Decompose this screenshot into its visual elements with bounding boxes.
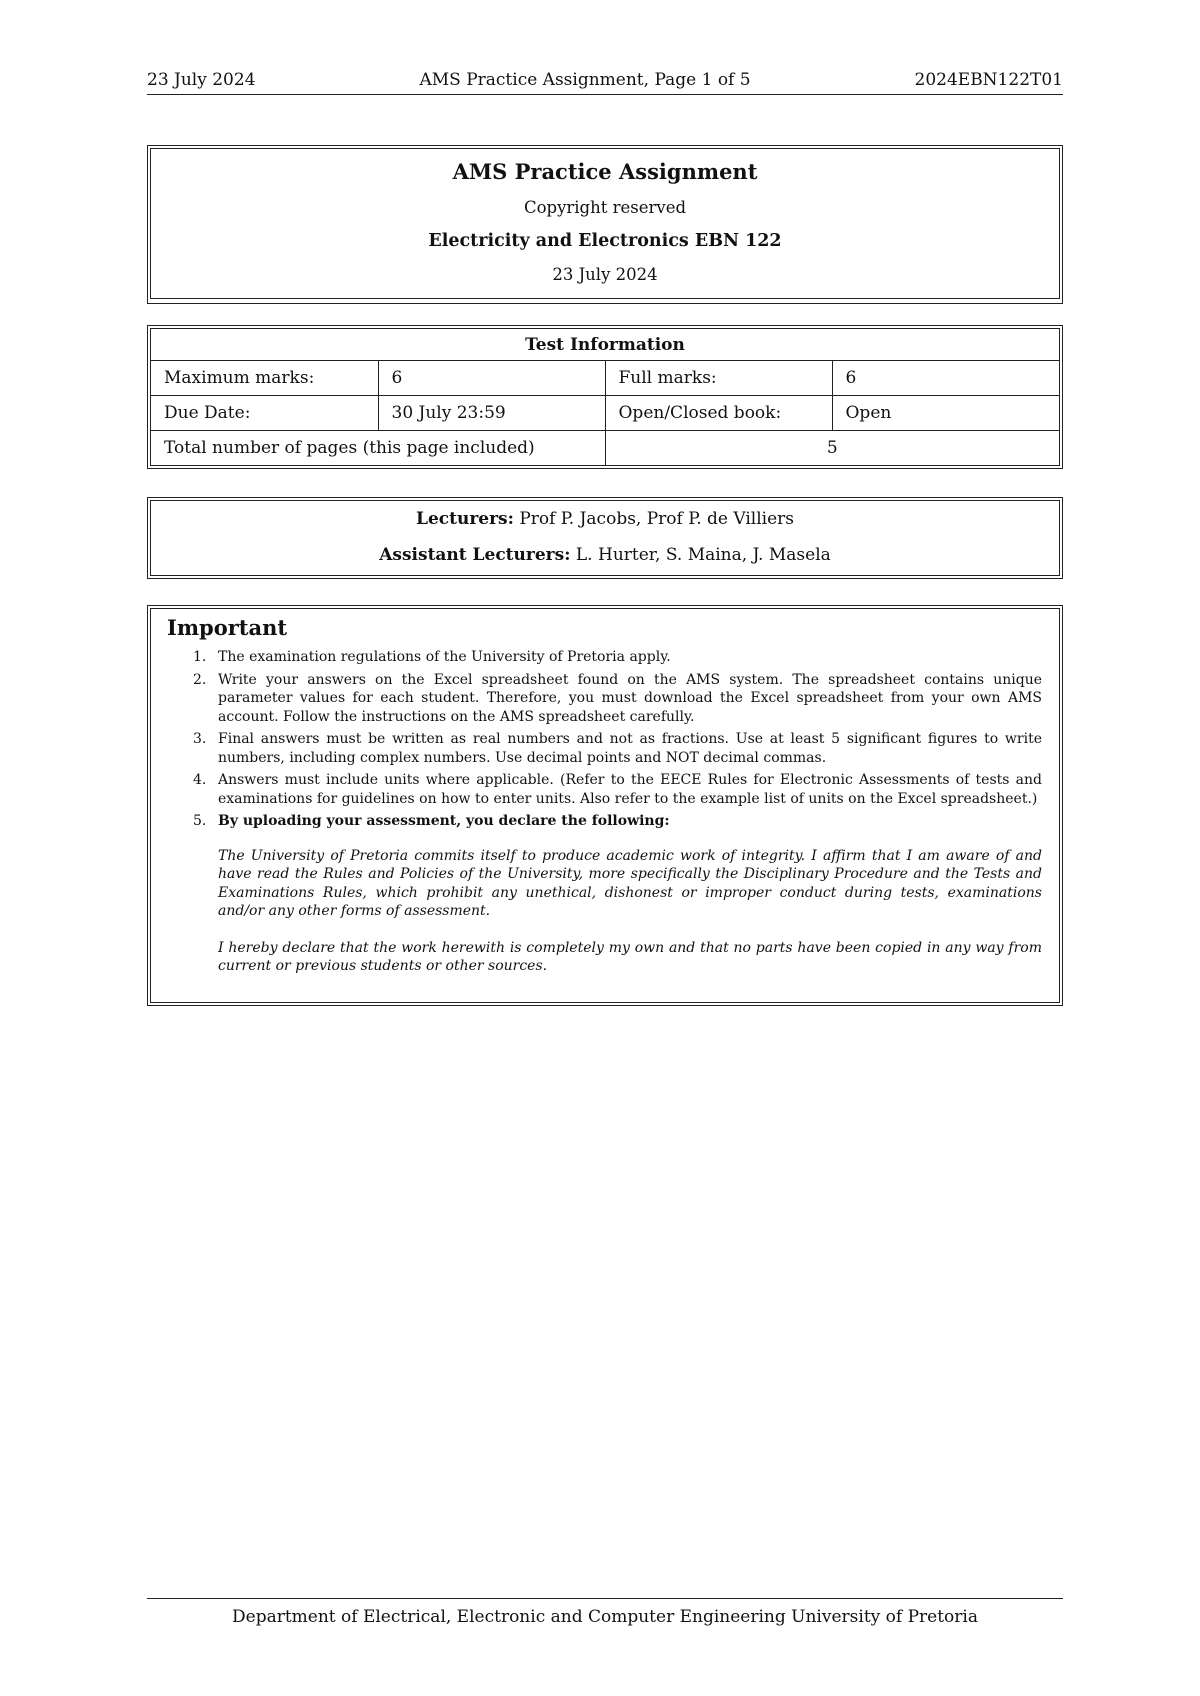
header-date: 23 July 2024: [147, 70, 256, 90]
total-pages-label: Total number of pages (this page included): [151, 431, 605, 466]
test-information-table: [151, 329, 1059, 465]
list-item: [167, 771, 1042, 808]
test-information-box: [147, 325, 1063, 469]
integrity-declaration: The University of Pretoria commits itself to produce academic work of integrity. I affirm that I am aware of and have read the Rules and Policies of the University, more specifically the Disciplinary Procedure and the Tests and Examinations Rules, which prohibit any unethical, dishonest or improper conduct during tests, examinations and/or any other forms of assessment.: [218, 847, 1042, 919]
list-item-number: 5.: [193, 813, 207, 829]
test-information-heading: Test Information: [151, 329, 1059, 361]
due-date-value: 30 July 23:59: [378, 396, 605, 431]
header-course-code: 2024EBN122T01: [914, 70, 1063, 90]
list-item-text: The examination regulations of the University of Pretoria apply.: [218, 649, 671, 665]
list-item-text: Final answers must be written as real numbers and not as fractions. Use at least 5 significant figures to write numbers, including complex numbers. Use decimal points and NOT decimal commas.: [218, 731, 1042, 766]
list-item-number: 4.: [193, 772, 207, 788]
full-marks-value: 6: [832, 361, 1059, 396]
page-header: [147, 70, 1063, 95]
list-item: [167, 812, 1042, 976]
list-item-text: By uploading your assessment, you declare the following:: [218, 813, 670, 829]
table-row: [151, 361, 1059, 396]
lecturers-names: Prof P. Jacobs, Prof P. de Villiers: [519, 509, 795, 529]
assignment-title: AMS Practice Assignment: [452, 159, 758, 184]
title-box: [147, 145, 1063, 304]
list-item: [167, 730, 1042, 767]
list-item: [167, 671, 1042, 727]
assistant-lecturers-label: Assistant Lecturers:: [379, 545, 571, 565]
table-row: [151, 329, 1059, 361]
footer-divider: [147, 1598, 1063, 1599]
important-box: [147, 605, 1063, 1006]
list-item-text: Answers must include units where applicable. (Refer to the EECE Rules for Electronic Assessments of tests and examinations for guidelines on how to enter units. Also refer to the example list of units on the Excel spreadsheet.): [218, 772, 1042, 807]
lecturers-box: [147, 497, 1063, 579]
full-marks-label: Full marks:: [605, 361, 832, 396]
max-marks-label: Maximum marks:: [151, 361, 378, 396]
assignment-date: 23 July 2024: [552, 265, 658, 284]
page-footer: Department of Electrical, Electronic and Computer Engineering University of Pretoria: [232, 1607, 978, 1627]
assistant-lecturers-line: [151, 546, 1059, 565]
due-date-label: Due Date:: [151, 396, 378, 431]
header-page-info: AMS Practice Assignment, Page 1 of 5: [419, 70, 751, 90]
list-item-number: 1.: [193, 649, 207, 665]
lecturers-line: [151, 510, 1059, 529]
book-type-value: Open: [832, 396, 1059, 431]
list-item-number: 3.: [193, 731, 207, 747]
book-type-label: Open/Closed book:: [605, 396, 832, 431]
assistant-lecturers-names: L. Hurter, S. Maina, J. Masela: [575, 545, 831, 565]
table-row: [151, 396, 1059, 431]
list-item-text: Write your answers on the Excel spreadsheet found on the AMS system. The spreadsheet contains unique parameter values for each student. Therefore, you must download the Excel spreadsheet from your own AMS account. Follow the instructions on the AMS spreadsheet carefully.: [218, 671, 1042, 725]
list-item: [167, 648, 1042, 667]
lecturers-label: Lecturers:: [415, 509, 514, 529]
originality-declaration: I hereby declare that the work herewith is completely my own and that no parts have been copied in any way from current or previous students or other sources.: [218, 939, 1042, 974]
course-name: Electricity and Electronics EBN 122: [428, 231, 782, 251]
table-row: [151, 431, 1059, 466]
max-marks-value: 6: [378, 361, 605, 396]
important-title: Important: [167, 615, 288, 640]
list-item-number: 2.: [193, 671, 207, 688]
total-pages-value: 5: [605, 431, 1059, 466]
copyright-notice: Copyright reserved: [523, 198, 687, 217]
rules-list: [167, 648, 1042, 976]
